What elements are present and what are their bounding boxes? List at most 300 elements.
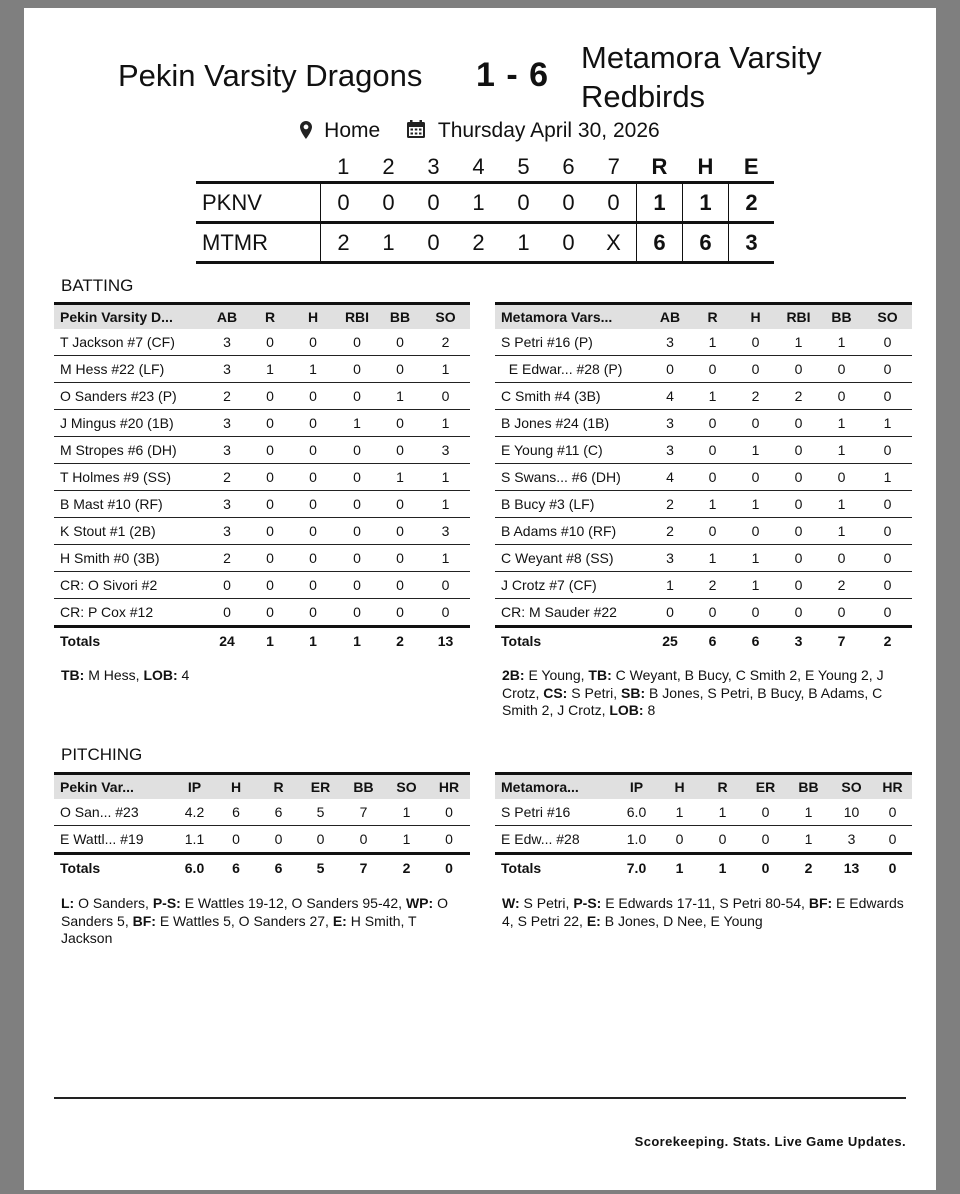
stat-cell: 1.1 <box>175 826 214 854</box>
inning-runs: 0 <box>427 229 440 255</box>
stat-cell: 1 <box>385 799 428 826</box>
stat-cell: 0 <box>335 383 379 410</box>
total-cell: 1 <box>701 854 744 882</box>
player-name: T Jackson #7 (CF) <box>54 329 205 356</box>
totals-label: Totals <box>495 854 615 882</box>
team-column-header: Metamora... <box>495 774 615 800</box>
stat-column-header: IP <box>615 774 658 800</box>
stat-cell: 0 <box>734 518 777 545</box>
stat-cell: 3 <box>205 410 249 437</box>
stat-cell: 0 <box>335 329 379 356</box>
team-column-header: Pekin Varsity D... <box>54 304 205 330</box>
stat-cell: 0 <box>691 599 734 627</box>
totals-row <box>495 854 912 882</box>
player-name: S Swans... #6 (DH) <box>495 464 649 491</box>
note-label: E: <box>586 912 601 929</box>
away-batting-table <box>495 302 912 654</box>
stat-cell: 3 <box>205 518 249 545</box>
stat-cell: 0 <box>777 545 820 572</box>
away-pitching-table <box>495 772 912 881</box>
away-pitching-notes <box>502 895 908 930</box>
stat-cell: 0 <box>249 410 291 437</box>
home-batting-notes <box>61 667 461 685</box>
player-row <box>54 799 470 826</box>
stat-cell: 6 <box>258 799 299 826</box>
team-abbr: PKNV <box>196 183 321 223</box>
stat-cell: 0 <box>291 329 335 356</box>
stat-cell: 1 <box>734 437 777 464</box>
stat-column-header: H <box>734 304 777 330</box>
stat-cell: 0 <box>291 599 335 627</box>
stat-cell: 0 <box>820 356 863 383</box>
pitching-section-title: PITCHING <box>61 745 143 764</box>
stat-column-header: BB <box>379 304 421 330</box>
note-text: M Hess, <box>84 667 144 683</box>
stat-cell: 1 <box>421 356 470 383</box>
player-name: B Mast #10 (RF) <box>54 491 205 518</box>
player-name: CR: M Sauder #22 <box>495 599 649 627</box>
stat-cell: 1 <box>777 329 820 356</box>
stat-cell: 0 <box>691 410 734 437</box>
stat-cell: 0 <box>205 599 249 627</box>
stat-cell: 0 <box>428 826 470 854</box>
stat-cell: 0 <box>649 599 691 627</box>
player-name: M Stropes #6 (DH) <box>54 437 205 464</box>
stat-cell: 0 <box>863 437 912 464</box>
stat-cell: 1 <box>379 464 421 491</box>
stat-cell: 0 <box>299 826 342 854</box>
away-team-name: Metamora Varsity Redbirds <box>581 40 822 114</box>
note-text: O Sanders, <box>74 895 153 911</box>
team-column-header: Pekin Var... <box>54 774 175 800</box>
stat-cell: 0 <box>734 410 777 437</box>
final-score: 1 - 6 <box>476 56 550 94</box>
inning-header: 4 <box>472 154 485 179</box>
stat-cell: 0 <box>379 356 421 383</box>
stat-cell: 0 <box>820 464 863 491</box>
note-label: WP: <box>405 895 434 911</box>
stat-column-header: RBI <box>335 304 379 330</box>
total-cell: 0 <box>428 854 470 882</box>
total-cell: 5 <box>299 854 342 882</box>
stat-cell: 1 <box>691 545 734 572</box>
stat-cell: 0 <box>291 572 335 599</box>
stat-column-header: ER <box>744 774 787 800</box>
stat-column-header: H <box>658 774 701 800</box>
player-row <box>495 356 912 383</box>
total-cell: 13 <box>421 627 470 655</box>
player-row <box>54 383 470 410</box>
stat-cell: 10 <box>830 799 873 826</box>
stat-cell: 0 <box>777 599 820 627</box>
stat-cell: 3 <box>649 437 691 464</box>
stat-cell: 1 <box>734 572 777 599</box>
player-row <box>495 410 912 437</box>
calendar-icon <box>406 119 426 143</box>
note-text: O Sanders 5, <box>61 895 452 929</box>
total-cell: 6 <box>691 627 734 655</box>
footer-divider <box>54 1097 906 1099</box>
total-errors: 3 <box>745 229 758 255</box>
total-runs: 6 <box>637 223 683 263</box>
total-cell: 6 <box>214 854 258 882</box>
player-name: B Bucy #3 (LF) <box>495 491 649 518</box>
stat-cell: 2 <box>777 383 820 410</box>
stat-column-header: AB <box>649 304 691 330</box>
stat-column-header: HR <box>428 774 470 800</box>
stat-cell: 0 <box>335 572 379 599</box>
note-label: BF: <box>808 895 833 911</box>
inning-runs: 0 <box>562 229 575 255</box>
stat-cell: 0 <box>249 464 291 491</box>
totals-label: Totals <box>54 854 175 882</box>
total-cell: 6.0 <box>175 854 214 882</box>
line-score-table <box>196 153 774 264</box>
stat-cell: 0 <box>249 491 291 518</box>
inning-header: 6 <box>562 154 575 179</box>
player-row <box>54 572 470 599</box>
total-cell: 6 <box>258 854 299 882</box>
stat-cell: 3 <box>205 437 249 464</box>
stat-cell: 0 <box>249 329 291 356</box>
stat-cell: 0 <box>379 410 421 437</box>
stat-cell: 0 <box>205 572 249 599</box>
player-row <box>54 826 470 854</box>
stat-cell: 1 <box>820 329 863 356</box>
stat-cell: 2 <box>205 545 249 572</box>
total-hits: 1 <box>683 183 729 223</box>
player-name: T Holmes #9 (SS) <box>54 464 205 491</box>
stat-cell: 5 <box>299 799 342 826</box>
stat-cell: 1 <box>421 464 470 491</box>
totals-label: Totals <box>495 627 649 655</box>
inning-runs: 1 <box>382 229 395 255</box>
stat-cell: 1.0 <box>615 826 658 854</box>
stat-column-header: SO <box>421 304 470 330</box>
line-score-row <box>196 223 774 263</box>
stat-cell: 0 <box>291 410 335 437</box>
stat-cell: 3 <box>205 329 249 356</box>
errors-header: E <box>743 154 759 179</box>
stat-cell: 0 <box>291 491 335 518</box>
stat-column-header: SO <box>830 774 873 800</box>
inning-header: 5 <box>517 154 530 179</box>
stat-cell: 0 <box>249 518 291 545</box>
stat-cell: 3 <box>649 329 691 356</box>
game-meta <box>24 119 936 143</box>
stat-cell: 2 <box>205 464 249 491</box>
stat-cell: 1 <box>734 491 777 518</box>
stat-cell: 0 <box>863 599 912 627</box>
total-cell: 0 <box>873 854 912 882</box>
stat-cell: 0 <box>291 545 335 572</box>
player-name: H Smith #0 (3B) <box>54 545 205 572</box>
total-errors: 2 <box>745 189 758 215</box>
total-runs: 1 <box>637 183 683 223</box>
stat-cell: 1 <box>691 329 734 356</box>
stat-cell: 1 <box>658 799 701 826</box>
stat-cell: 4 <box>649 383 691 410</box>
note-text: S Petri, <box>567 684 622 701</box>
stat-cell: 0 <box>777 464 820 491</box>
player-name: CR: O Sivori #2 <box>54 572 205 599</box>
note-label: TB: <box>61 667 85 683</box>
note-label: CS: <box>543 684 568 701</box>
stat-cell: 0 <box>863 329 912 356</box>
inning-runs: 0 <box>382 189 395 215</box>
stat-cell: 2 <box>205 383 249 410</box>
stat-cell: 0 <box>214 826 258 854</box>
player-row <box>495 826 912 854</box>
stat-cell: 1 <box>863 410 912 437</box>
player-row <box>54 329 470 356</box>
stat-column-header: RBI <box>777 304 820 330</box>
stat-cell: 1 <box>421 410 470 437</box>
stat-cell: 0 <box>701 826 744 854</box>
location-label: Home <box>324 119 381 143</box>
stat-cell: 1 <box>820 491 863 518</box>
stat-cell: 3 <box>421 518 470 545</box>
stat-cell: 0 <box>428 799 470 826</box>
stat-cell: 2 <box>649 518 691 545</box>
stat-column-header: HR <box>873 774 912 800</box>
totals-row <box>495 627 912 655</box>
stat-cell: 3 <box>830 826 873 854</box>
stat-cell: 0 <box>658 826 701 854</box>
inning-header: 7 <box>607 154 620 179</box>
player-name: E Wattl... #19 <box>54 826 175 854</box>
stat-column-header: ER <box>299 774 342 800</box>
stat-cell: 0 <box>379 491 421 518</box>
stat-cell: 3 <box>649 410 691 437</box>
note-text: B Jones, S Petri, B Bucy, B Adams, C Smith 2, J Crotz, <box>502 684 887 718</box>
stat-cell: 0 <box>379 572 421 599</box>
team-column-header: Metamora Vars... <box>495 304 649 330</box>
note-text: S Petri, <box>519 895 574 911</box>
stat-cell: 0 <box>335 464 379 491</box>
total-cell: 7 <box>342 854 385 882</box>
player-row <box>495 437 912 464</box>
note-label: SB: <box>621 684 646 701</box>
stat-cell: 0 <box>291 437 335 464</box>
stat-cell: 0 <box>734 356 777 383</box>
stat-cell: 1 <box>335 410 379 437</box>
stat-cell: 0 <box>863 572 912 599</box>
stat-cell: 1 <box>379 383 421 410</box>
stat-cell: 2 <box>421 329 470 356</box>
inning-runs: 0 <box>427 189 440 215</box>
stat-cell: 0 <box>863 383 912 410</box>
stat-cell: 0 <box>873 826 912 854</box>
stat-cell: 0 <box>820 545 863 572</box>
player-name: J Crotz #7 (CF) <box>495 572 649 599</box>
stat-column-header: R <box>691 304 734 330</box>
stat-column-header: SO <box>385 774 428 800</box>
inning-header: 1 <box>337 154 350 179</box>
stat-cell: 2 <box>734 383 777 410</box>
note-text: 4 <box>177 667 190 683</box>
inning-header: 3 <box>427 154 440 179</box>
total-cell: 13 <box>830 854 873 882</box>
stat-column-header: SO <box>863 304 912 330</box>
stat-cell: 3 <box>649 545 691 572</box>
stat-cell: 0 <box>863 545 912 572</box>
stat-cell: 0 <box>744 826 787 854</box>
stat-cell: 0 <box>820 383 863 410</box>
note-text: C Weyant, B Bucy, C Smith 2, E Young 2, J Crotz, <box>502 667 888 701</box>
stat-column-header: R <box>701 774 744 800</box>
stat-cell: 0 <box>335 491 379 518</box>
stat-cell: 1 <box>421 491 470 518</box>
player-row <box>495 491 912 518</box>
map-pin-icon <box>300 119 312 143</box>
stat-cell: 0 <box>379 518 421 545</box>
stat-cell: 3 <box>205 356 249 383</box>
player-name: J Mingus #20 (1B) <box>54 410 205 437</box>
inning-runs: 1 <box>472 189 485 215</box>
stat-cell: 6 <box>214 799 258 826</box>
stat-cell: 0 <box>291 518 335 545</box>
stat-cell: 0 <box>777 518 820 545</box>
note-label: P-S: <box>573 895 602 911</box>
stat-cell: 0 <box>734 464 777 491</box>
player-row <box>495 383 912 410</box>
stat-cell: 0 <box>249 545 291 572</box>
total-cell: 6 <box>734 627 777 655</box>
stat-cell: 0 <box>777 410 820 437</box>
totals-row <box>54 627 470 655</box>
total-cell: 2 <box>379 627 421 655</box>
player-name: O Sanders #23 (P) <box>54 383 205 410</box>
inning-runs: 2 <box>472 229 485 255</box>
stat-cell: 0 <box>421 572 470 599</box>
stat-column-header: IP <box>175 774 214 800</box>
player-row <box>54 545 470 572</box>
note-text: E Edwards 17-11, S Petri 80-54, <box>601 895 809 911</box>
stat-cell: 2 <box>820 572 863 599</box>
inning-runs: X <box>591 223 637 263</box>
stat-cell: 0 <box>335 545 379 572</box>
stat-cell: 3 <box>421 437 470 464</box>
stat-cell: 0 <box>777 572 820 599</box>
stat-cell: 0 <box>379 545 421 572</box>
player-row <box>54 518 470 545</box>
totals-row <box>54 854 470 882</box>
note-label: L: <box>61 895 75 911</box>
note-text: H Smith, T Jackson <box>61 912 421 946</box>
stat-column-header: R <box>249 304 291 330</box>
player-name: S Petri #16 (P) <box>495 329 649 356</box>
note-text: E Wattles 5, O Sanders 27, <box>155 912 333 929</box>
stat-cell: 0 <box>249 383 291 410</box>
player-name: C Weyant #8 (SS) <box>495 545 649 572</box>
inning-runs: 2 <box>337 229 350 255</box>
total-cell: 2 <box>863 627 912 655</box>
stat-cell: 0 <box>863 491 912 518</box>
stat-cell: 0 <box>820 599 863 627</box>
player-row <box>495 464 912 491</box>
stat-cell: 0 <box>777 356 820 383</box>
stat-cell: 0 <box>335 518 379 545</box>
stat-cell: 0 <box>249 437 291 464</box>
total-cell: 1 <box>658 854 701 882</box>
inning-runs: 0 <box>591 183 637 223</box>
player-name: CR: P Cox #12 <box>54 599 205 627</box>
home-team-name: Pekin Varsity Dragons <box>118 58 423 93</box>
stat-cell: 0 <box>291 464 335 491</box>
stat-cell: 0 <box>777 491 820 518</box>
player-name: O San... #23 <box>54 799 175 826</box>
note-label: E: <box>332 912 347 929</box>
stat-cell: 0 <box>863 518 912 545</box>
total-cell: 2 <box>385 854 428 882</box>
stat-cell: 0 <box>342 826 385 854</box>
team-abbr: MTMR <box>196 223 321 263</box>
stat-column-header: R <box>258 774 299 800</box>
away-batting-notes <box>502 667 906 720</box>
stat-cell: 0 <box>379 437 421 464</box>
stat-cell: 0 <box>249 572 291 599</box>
note-label: P-S: <box>152 895 181 911</box>
note-label: BF: <box>132 912 156 929</box>
stat-cell: 0 <box>744 799 787 826</box>
stat-cell: 1 <box>820 518 863 545</box>
stat-cell: 1 <box>734 545 777 572</box>
line-score-row <box>196 183 774 223</box>
note-label: 2B: <box>502 667 525 683</box>
player-row <box>495 572 912 599</box>
player-name: M Hess #22 (LF) <box>54 356 205 383</box>
total-cell: 7 <box>820 627 863 655</box>
scorebook-page <box>24 8 936 1190</box>
inning-runs: 0 <box>337 189 350 215</box>
stat-cell: 0 <box>335 437 379 464</box>
total-cell: 24 <box>205 627 249 655</box>
stat-cell: 0 <box>863 356 912 383</box>
stat-cell: 1 <box>787 826 830 854</box>
stat-cell: 3 <box>205 491 249 518</box>
home-batting-table <box>54 302 470 654</box>
note-text: E Wattles 19-12, O Sanders 95-42, <box>180 895 406 911</box>
stat-column-header: H <box>291 304 335 330</box>
stat-cell: 1 <box>421 545 470 572</box>
player-name: C Smith #4 (3B) <box>495 383 649 410</box>
footer-tagline: Scorekeeping. Stats. Live Game Updates. <box>634 1134 906 1149</box>
stat-cell: 0 <box>335 356 379 383</box>
stat-cell: 1 <box>691 491 734 518</box>
stat-cell: 1 <box>701 799 744 826</box>
note-text: B Jones, D Nee, E Young <box>600 912 763 929</box>
stat-cell: 1 <box>787 799 830 826</box>
stat-cell: 0 <box>379 329 421 356</box>
player-name: K Stout #1 (2B) <box>54 518 205 545</box>
stat-cell: 0 <box>873 799 912 826</box>
player-row <box>54 464 470 491</box>
stat-cell: 0 <box>734 599 777 627</box>
stat-column-header: BB <box>820 304 863 330</box>
player-name: E Young #11 (C) <box>495 437 649 464</box>
stat-cell: 2 <box>691 572 734 599</box>
note-label: TB: <box>588 667 612 683</box>
total-cell: 1 <box>291 627 335 655</box>
player-name: B Jones #24 (1B) <box>495 410 649 437</box>
stat-cell: 0 <box>734 329 777 356</box>
stat-cell: 1 <box>691 383 734 410</box>
stat-column-header: AB <box>205 304 249 330</box>
stat-cell: 7 <box>342 799 385 826</box>
inning-runs: 1 <box>517 229 530 255</box>
note-text: E Edwards 4, S Petri 22, <box>502 895 908 929</box>
